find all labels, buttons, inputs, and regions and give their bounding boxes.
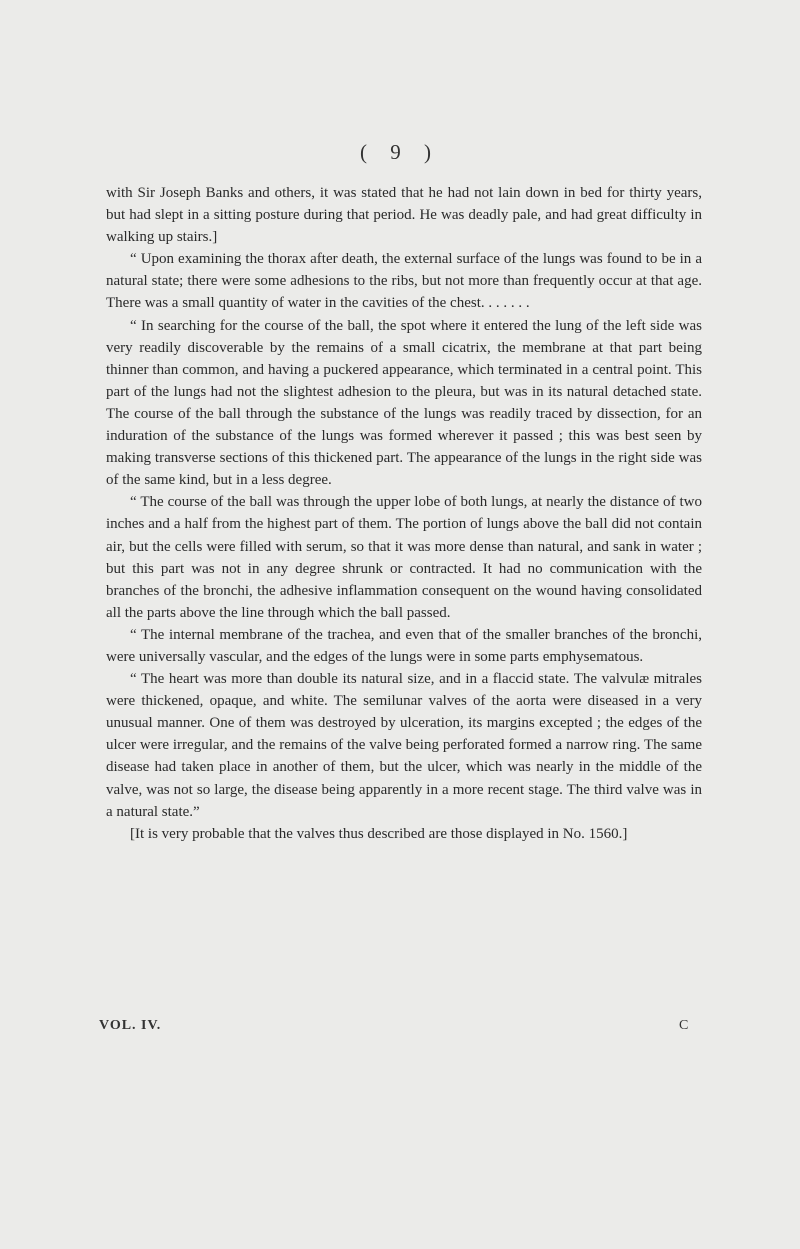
paragraph-ball-course-search: “ In searching for the course of the ball, the spot where it entered the lung of the left side was very readily discoverable by the remains of a small cicatrix, the membrane at that part being thinner than common, and having a puckered appearance, which terminated in a central point. This part of the lungs had not the slightest adhesion to the pleura, but was in its natural detached state. The course of the ball through the substance of the lungs was readily traced by dissection, for an induration of the substance of the lungs was formed wherever it passed ; this was best seen by making transverse sections of this thickened part. The appearance of the lungs in the right side was of the same kind, but in a less degree. (106, 317, 702, 489)
footer-signature: C (679, 1018, 689, 1033)
body-text (106, 182, 702, 845)
page-number: ( 9 ) (360, 140, 440, 164)
paragraph-editorial-note: [It is very probable that the valves thus described are those displayed in No. 1560.] (130, 825, 628, 842)
paragraph-ball-course-upper-lobe: “ The course of the ball was through the upper lobe of both lungs, at nearly the distance of two inches and a half from the highest part of them. The portion of lungs above the ball did not contain air, but the cells were filled with serum, so that it was more dense than natural, and sank in water ; but this part was not in any degree shrunk or contracted. It had no communication with the branches of the bronchi, the adhesive inflammation consequent on the wound having consolidated all the parts above the line through which the ball passed. (106, 494, 702, 621)
paragraph-thorax-examination: “ Upon examining the thorax after death, the external surface of the lungs was found to be in a natural state; there were some adhesions to the ribs, but not more than frequently occur at that age. There was a small quantity of water in the cavities of the chest. . . . . . . (106, 251, 702, 312)
footer-volume: VOL. IV. (99, 1018, 162, 1033)
paragraph-continuation: with Sir Joseph Banks and others, it was stated that he had not lain down in bed for thirty years, but had slept in a sitting posture during that period. He was deadly pale, and had great difficulty in walking up stairs.] (106, 185, 702, 246)
paragraph-trachea-membrane: “ The internal membrane of the trachea, and even that of the smaller branches of the bronchi, were universally vascular, and the edges of the lungs were in some parts emphysematous. (106, 626, 702, 665)
paragraph-heart: “ The heart was more than double its natural size, and in a flaccid state. The valvulæ mitrales were thickened, opaque, and white. The semilunar valves of the aorta were diseased in a very unusual manner. One of them was destroyed by ulceration, its margins excepted ; the edges of the ulcer were irregular, and the remains of the valve being perforated formed a narrow ring. The same disease had taken place in another of them, but the ulcer, which was nearly in the middle of the valve, was not so large, the disease being apparently in a more recent stage. The third valve was in a natural state.” (106, 671, 702, 820)
